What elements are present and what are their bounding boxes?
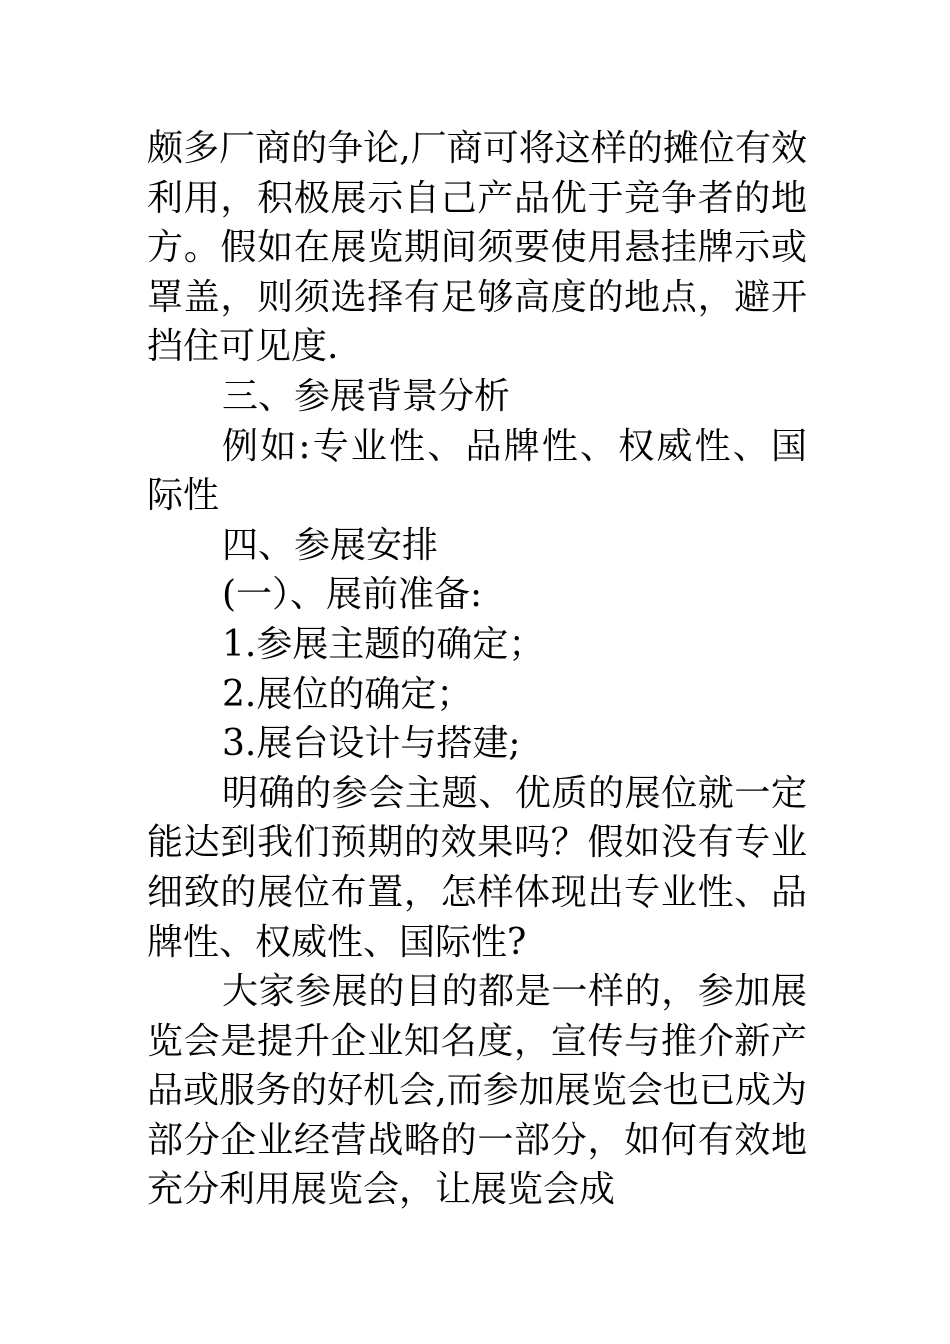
list-item-1: 1.参展主题的确定； bbox=[222, 623, 545, 665]
heading-section-4: 四、参展安排 bbox=[222, 524, 439, 566]
heading-section-3: 三、参展背景分析 bbox=[222, 375, 511, 417]
list-item-2: 2.展位的确定； bbox=[222, 673, 473, 715]
paragraph-question: 明确的参会主题、优质的展位就一定能达到我们预期的效果吗？假如没有专业细致的展位布置，怎样体现出专业性、品牌性、权威性、国际性? bbox=[147, 772, 807, 963]
paragraph-examples: 例如:专业性、品牌性、权威性、国际性 bbox=[147, 425, 807, 517]
subheading-pre-exhibition: (一）、展前准备: bbox=[222, 574, 483, 616]
list-item-3: 3.展台设计与搭建; bbox=[222, 723, 521, 765]
paragraph-1: 颇多厂商的争论,厂商可将这样的摊位有效利用，积极展示自己产品优于竞争者的地方。假如在展览期间须要使用悬挂牌示或罩盖，则须选择有足够高度的地点，避开挡住可见度. bbox=[147, 128, 807, 368]
paragraph-purpose: 大家参展的目的都是一样的，参加展览会是提升企业知名度，宣传与推介新产品或服务的好机会,而参加展览会也已成为部分企业经营战略的一部分，如何有效地充分利用展览会，让展览会成 bbox=[147, 971, 807, 1211]
document-body bbox=[147, 124, 807, 1215]
